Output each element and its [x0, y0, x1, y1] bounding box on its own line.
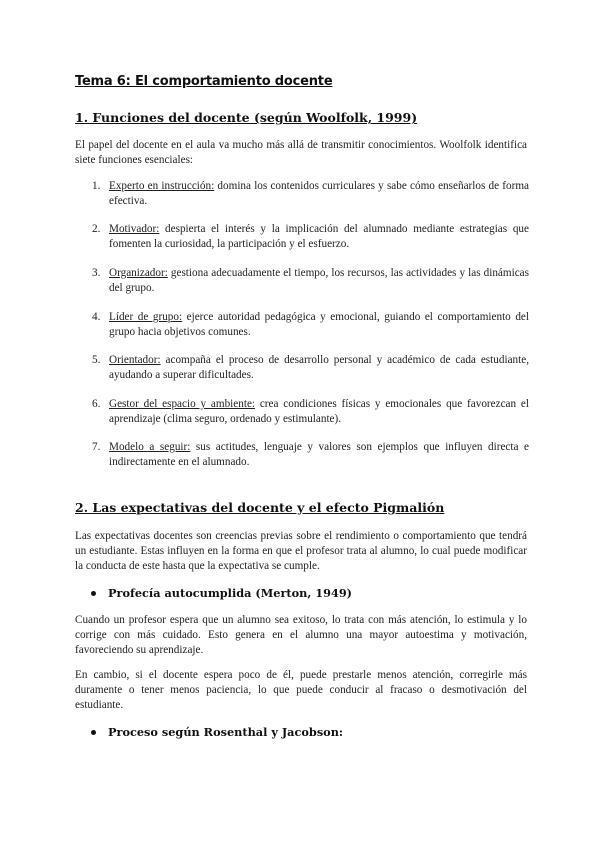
bullet-label: Profecía autocumplida (Merton, 1949): [108, 586, 353, 600]
item-text: crea condiciones físicas y emocionales que favorezcan el aprendizaje (clima seguro, ordenado y estimulante).: [109, 398, 529, 425]
item-term: Orientador:: [109, 354, 161, 366]
item-number: 5.: [92, 354, 101, 366]
bullet-label: Proceso según Rosenthal y Jacobson:: [108, 725, 344, 739]
item-number: 4.: [92, 311, 101, 323]
paragraph-low-expectations: En cambio, si el docente espera poco de él, puede prestarle menos atención, corregirle más duramente o tener menos paciencia, lo que puede conducir al fracaso o desmotivación del estudiante.: [75, 669, 527, 711]
bullet-rosenthal-jacobson: [91, 725, 343, 739]
item-text: gestiona adecuadamente el tiempo, los recursos, las actividades y las dinámicas del grupo.: [109, 267, 529, 294]
bullet-dot-icon: [91, 591, 96, 596]
item-text: despierta el interés y la implicación del alumnado mediante estrategias que fomenten la curiosidad, la participación y el esfuerzo.: [109, 223, 529, 250]
item-text: domina los contenidos curriculares y sabe cómo enseñarlos de forma efectiva.: [109, 180, 529, 207]
function-item-7: [92, 440, 529, 470]
item-term: Organizador:: [109, 267, 168, 279]
section-2-intro: Las expectativas docentes son creencias previas sobre el rendimiento o comportamiento que tendrá un estudiante. Estas influyen en la forma en que el profesor trata al alumno, lo cual puede modificar la conducta de este hasta que la expectativa se cumple.: [75, 530, 527, 572]
bullet-self-fulfilling-prophecy: [91, 586, 352, 600]
item-text: ejerce autoridad pedagógica y emocional, guiando el comportamiento del grupo hacia objetivos comunes.: [109, 311, 529, 338]
item-term: Líder de grupo:: [109, 311, 183, 323]
function-item-2: [92, 222, 529, 252]
item-number: 1.: [92, 180, 101, 192]
section-1-heading: 1. Funciones del docente (según Woolfolk, 1999): [75, 110, 418, 125]
item-number: 2.: [92, 223, 101, 235]
item-number: 7.: [92, 441, 101, 453]
item-term: Modelo a seguir:: [109, 441, 191, 453]
item-number: 3.: [92, 267, 101, 279]
section-1-intro: El papel del docente en el aula va mucho más allá de transmitir conocimientos. Woolfolk identifica siete funciones esenciales:: [75, 139, 527, 166]
function-item-1: [92, 179, 529, 209]
function-item-3: [92, 266, 529, 296]
item-term: Experto en instrucción:: [109, 180, 215, 192]
item-text: acompaña el proceso de desarrollo personal y académico de cada estudiante, ayudando a superar dificultades.: [109, 354, 529, 381]
item-number: 6.: [92, 398, 101, 410]
item-term: Gestor del espacio y ambiente:: [109, 398, 256, 410]
function-item-4: [92, 310, 529, 340]
item-text: sus actitudes, lenguaje y valores son ejemplos que influyen directa e indirectamente en el alumnado.: [109, 441, 530, 468]
bullet-dot-icon: [91, 730, 96, 735]
section-2-heading: 2. Las expectativas del docente y el efecto Pigmalión: [75, 500, 445, 515]
page-title: Tema 6: El comportamiento docente: [75, 74, 333, 89]
function-item-5: [92, 353, 529, 383]
item-term: Motivador:: [109, 223, 160, 235]
function-item-6: [92, 397, 529, 427]
paragraph-high-expectations: Cuando un profesor espera que un alumno sea exitoso, lo trata con más atención, lo estimula y lo corrige con más cuidado. Esto genera en el alumno una mayor autoestima y motivación, favoreciendo su aprendizaje.: [75, 614, 527, 656]
